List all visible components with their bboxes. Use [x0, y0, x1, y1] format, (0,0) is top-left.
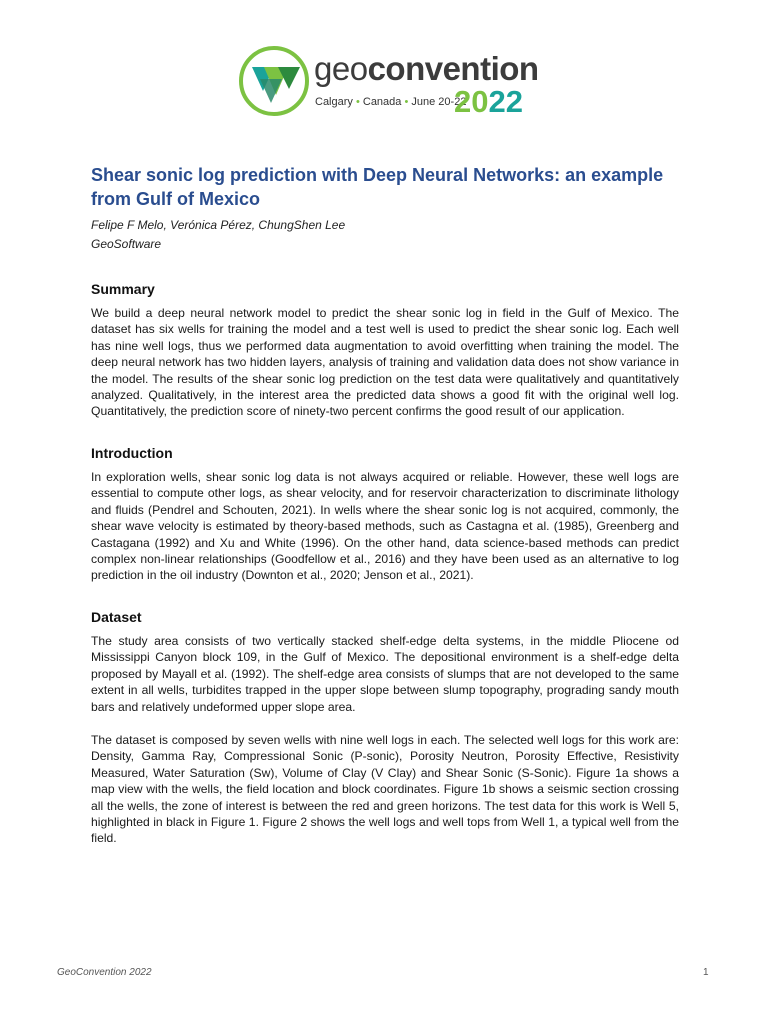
paper-affiliation: GeoSoftware: [91, 237, 162, 251]
introduction-heading: Introduction: [91, 445, 173, 461]
summary-paragraph: We build a deep neural network model to predict the shear sonic log in field in the Gulf of Mexico. The dataset has six wells for training the model and a test well is used to predict the shear sonic log. Each well has nine well logs, thus we performed data augmentation to avoid overfitting when training the model. The deep neural network has two hidden layers, analysis of training and validation data does not show variance in the model. The results of the shear sonic log prediction on the test data were qualitatively and quantitatively analyzed. Qualitatively, in the interest area the predicted data shows a good fit with the original well log. Quantitatively, the prediction score of ninety-two percent confirms the good result of our application.: [91, 306, 679, 419]
geoconvention-logo: [238, 42, 538, 122]
logo-year: 2022: [454, 84, 523, 119]
paper-authors: Felipe F Melo, Verónica Pérez, ChungShen Lee: [91, 218, 346, 232]
logo-location-dates: Calgary • Canada • June 20-22: [315, 96, 467, 108]
paper-title: Shear sonic log prediction with Deep Neural Networks: an example from Gulf of Mexico: [91, 165, 664, 209]
dataset-paragraph-2: The dataset is composed by seven wells with nine well logs in each. The selected well logs for this work are: Density, Gamma Ray, Compressional Sonic (P-sonic), Porosity Neutron, Porosity Effective, Resistivity Measured, Water Saturation (Sw), Volume of Clay (V Clay) and Shear Sonic (S-Sonic). Figure 1a shows a map view with the wells, the field location and block coordinates. Figure 1b shows a seismic section crossing all the wells, the zone of interest is between the red and green horizons. The test data for this work is Well 5, highlighted in black in Figure 1. Figure 2 shows the well logs and well tops from Well 1, a typical well from the field.: [91, 733, 679, 846]
summary-heading: Summary: [91, 281, 155, 297]
logo-wordmark: geoconvention: [314, 50, 539, 87]
dataset-heading: Dataset: [91, 609, 142, 625]
dataset-paragraph-1: The study area consists of two vertically stacked shelf-edge delta systems, in the middle Pliocene od Mississippi Canyon block 109, in the Gulf of Mexico. The depositional environment is a shelf-edge delta proposed by Mayall et al. (1992). The shelf-edge area consists of slumps that are not developed to the same extent in all wells, turbidites trapped in the upper slope between slump topography, prograding sandy mouth bars and relatively undeformed upper slope area.: [91, 634, 679, 714]
geoconvention-emblem-icon: [238, 45, 310, 117]
page-number: 1: [703, 967, 709, 978]
introduction-paragraph: In exploration wells, shear sonic log data is not always acquired or reliable. However, these well logs are essential to compute other logs, as shear velocity, and for reservoir characterization to discriminate lithology and fluids (Pendrel and Schouten, 2021). In wells where the shear sonic log is not acquired, commonly, the shear wave velocity is estimated by theory-based methods, such as Castagna et al. (1985), Greenberg and Castagana (1992) and Xu and White (1996). On the other hand, data science-based methods can predict complex non-linear relationships (Goodfellow et al., 2016) and they have been used as an alternative to log prediction in the oil industry (Downton et al., 2020; Jenson et al., 2021).: [91, 470, 679, 583]
footer-conference: GeoConvention 2022: [57, 967, 152, 978]
